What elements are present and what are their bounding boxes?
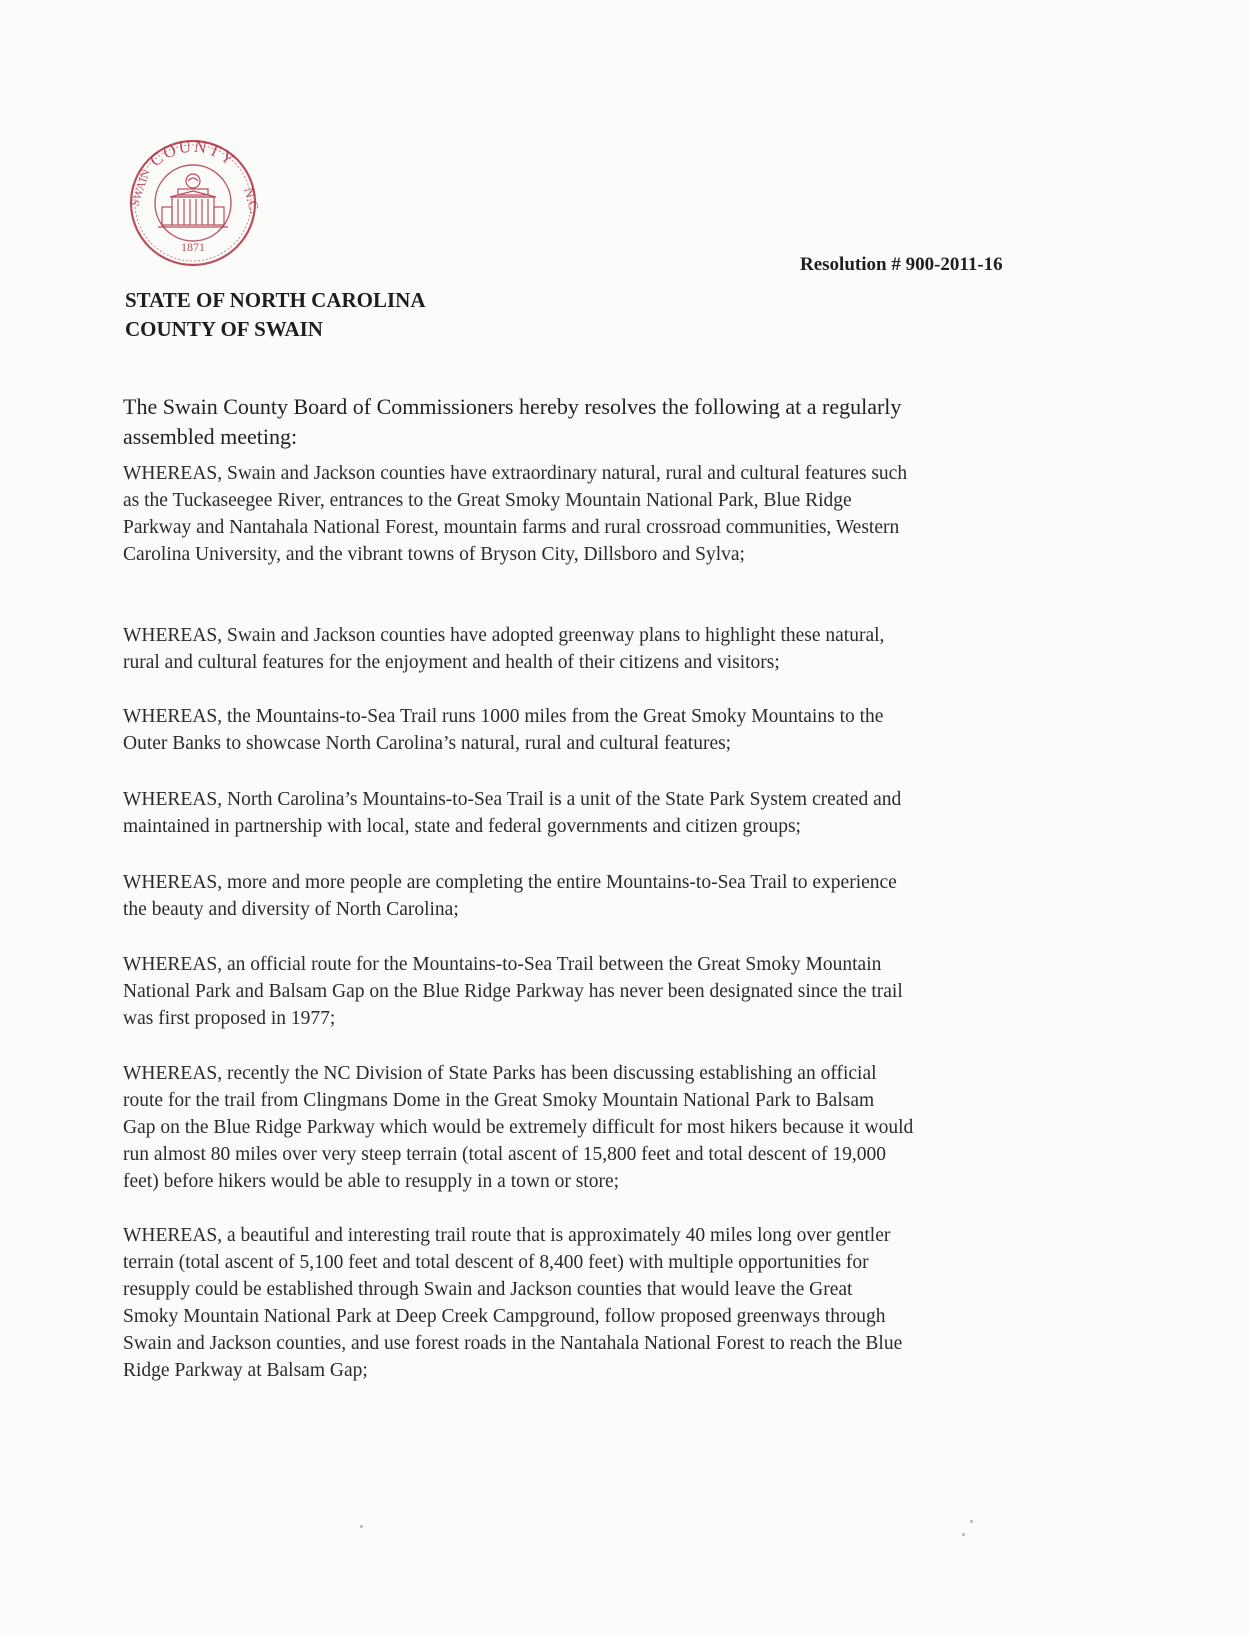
scan-speck	[962, 1533, 965, 1536]
intro-line: assembled meeting:	[123, 424, 298, 449]
whereas-paragraph	[123, 951, 1113, 1032]
paragraph-line: WHEREAS, Swain and Jackson counties have adopted greenway plans to highlight these natural,	[123, 625, 885, 646]
whereas-paragraph	[123, 1222, 1113, 1384]
paragraph-line: WHEREAS, recently the NC Division of State Parks has been discussing establishing an official	[123, 1063, 877, 1084]
paragraph-line: Swain and Jackson counties, and use forest roads in the Nantahala National Forest to reach the Blue	[123, 1333, 903, 1354]
paragraph-line: terrain (total ascent of 5,100 feet and total descent of 8,400 feet) with multiple opportunities for	[123, 1252, 869, 1273]
heading-county: COUNTY OF SWAIN	[125, 317, 323, 341]
paragraph-line: resupply could be established through Swain and Jackson counties that would leave the Great	[123, 1279, 853, 1300]
paragraph-line: Smoky Mountain National Park at Deep Creek Campground, follow proposed greenways through	[123, 1306, 886, 1327]
svg-text:SWAIN: SWAIN	[127, 167, 153, 208]
paragraph-line: WHEREAS, an official route for the Mountains-to-Sea Trail between the Great Smoky Mountain	[123, 954, 882, 975]
whereas-paragraph	[123, 1060, 1113, 1195]
svg-text:COUNTY: COUNTY	[146, 137, 240, 171]
paragraph-line: WHEREAS, the Mountains-to-Sea Trail runs 1000 miles from the Great Smoky Mountains to the	[123, 706, 884, 727]
intro-paragraph	[123, 392, 1043, 452]
svg-text:1871: 1871	[181, 240, 205, 254]
whereas-paragraph	[123, 622, 1113, 676]
paragraph-line: Outer Banks to showcase North Carolina’s natural, rural and cultural features;	[123, 733, 732, 754]
heading-state: STATE OF NORTH CAROLINA	[125, 288, 426, 312]
paragraph-line: WHEREAS, North Carolina’s Mountains-to-Sea Trail is a unit of the State Park System created and	[123, 789, 902, 810]
scan-speck	[970, 1520, 973, 1523]
svg-text:N.C.: N.C.	[240, 186, 262, 216]
paragraph-line: as the Tuckaseegee River, entrances to the Great Smoky Mountain National Park, Blue Ridge	[123, 490, 852, 511]
paragraph-line: the beauty and diversity of North Carolina;	[123, 899, 459, 920]
paragraph-line: rural and cultural features for the enjoyment and health of their citizens and visitors;	[123, 652, 780, 673]
whereas-paragraph	[123, 786, 1113, 840]
paragraph-line: Parkway and Nantahala National Forest, mountain farms and rural crossroad communities, Western	[123, 517, 900, 538]
paragraph-line: maintained in partnership with local, state and federal governments and citizen groups;	[123, 816, 801, 837]
paragraph-line: WHEREAS, a beautiful and interesting trail route that is approximately 40 miles long over gentler	[123, 1225, 891, 1246]
paragraph-line: Gap on the Blue Ridge Parkway which would be extremely difficult for most hikers because it would	[123, 1117, 914, 1138]
paragraph-line: route for the trail from Clingmans Dome in the Great Smoky Mountain National Park to Balsam	[123, 1090, 875, 1111]
whereas-paragraph	[123, 869, 1113, 923]
paragraph-line: feet) before hikers would be able to resupply in a town or store;	[123, 1171, 620, 1192]
paragraph-line: WHEREAS, Swain and Jackson counties have extraordinary natural, rural and cultural features such	[123, 463, 908, 484]
paragraph-line: run almost 80 miles over very steep terrain (total ascent of 15,800 feet and total descent of 19,000	[123, 1144, 886, 1165]
paragraph-line: Ridge Parkway at Balsam Gap;	[123, 1360, 368, 1381]
scan-speck	[360, 1525, 363, 1528]
document-heading	[125, 286, 426, 344]
resolution-number: Resolution # 900-2011-16	[800, 254, 1003, 275]
whereas-paragraph	[123, 703, 1113, 757]
county-seal-icon	[118, 137, 268, 267]
whereas-paragraph	[123, 460, 1113, 568]
paragraph-line: Carolina University, and the vibrant towns of Bryson City, Dillsboro and Sylva;	[123, 544, 745, 565]
intro-line: The Swain County Board of Commissioners hereby resolves the following at a regularly	[123, 394, 902, 419]
paragraph-line: was first proposed in 1977;	[123, 1008, 336, 1029]
paragraph-line: National Park and Balsam Gap on the Blue Ridge Parkway has never been designated since the trail	[123, 981, 903, 1002]
paragraph-line: WHEREAS, more and more people are completing the entire Mountains-to-Sea Trail to experience	[123, 872, 897, 893]
